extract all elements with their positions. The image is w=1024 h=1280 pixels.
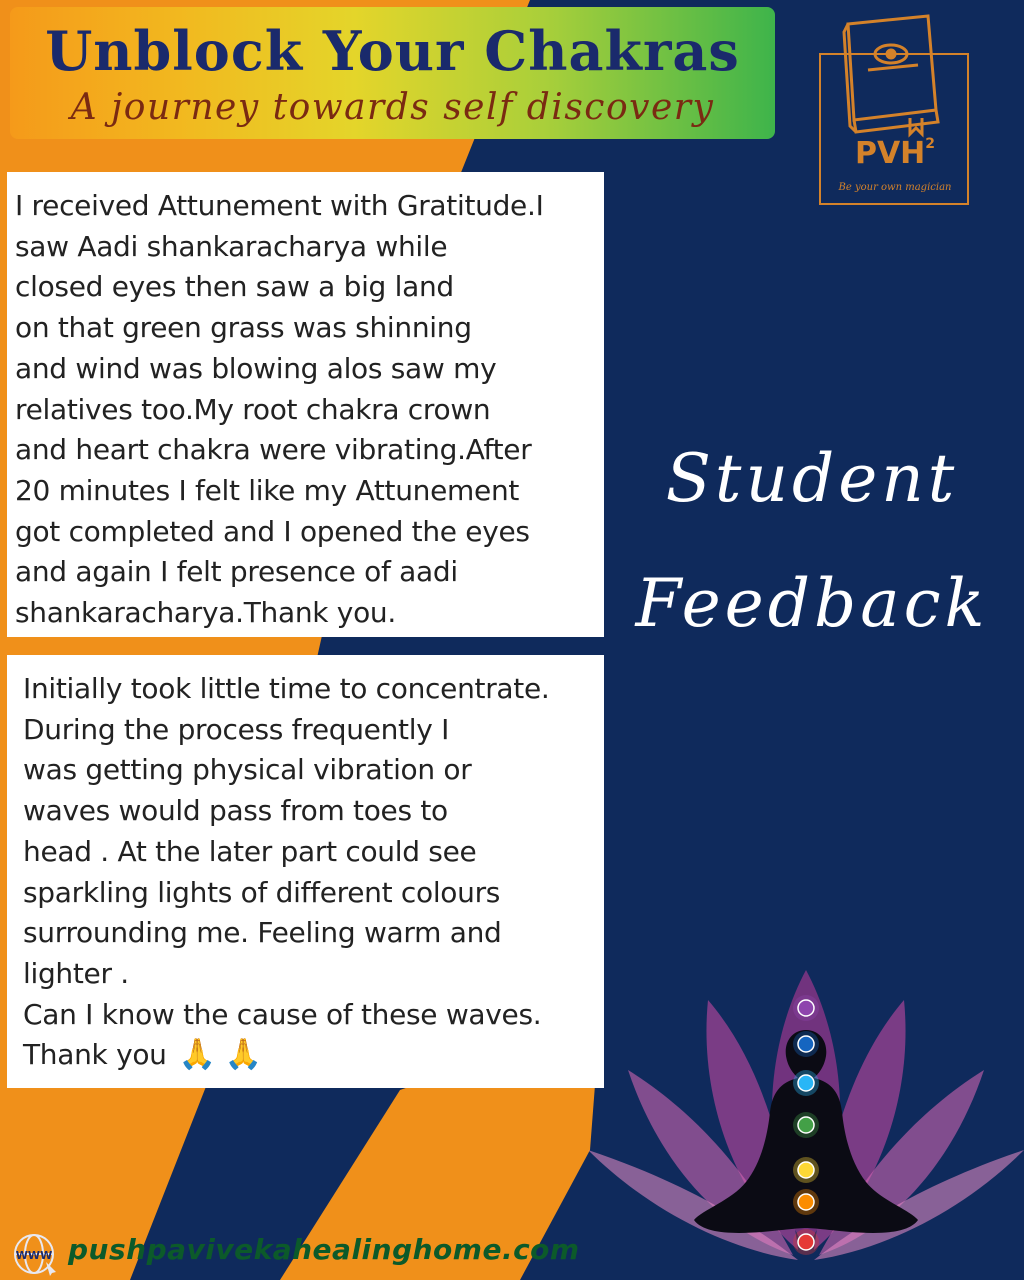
chakra-point (798, 1036, 814, 1052)
website-url[interactable]: pushpavivekahealinghome.com (68, 1233, 580, 1266)
chakra-point (798, 1075, 814, 1091)
banner-title: Unblock Your Chakras (45, 19, 740, 83)
logo-text: PVH$^2$ (854, 136, 936, 171)
logo-tagline: Be your own magician (838, 182, 952, 193)
www-label: WWW (15, 1249, 53, 1262)
chakra-point (798, 1194, 814, 1210)
chakra-point (798, 1117, 814, 1133)
feedback-text-1: I received Attunement with Gratitude.I saw Aadi shankaracharya while closed eyes then saw a big land on that green grass was shinning and wind was blowing alos saw my relatives too.My root chakra crown and heart chakra were vibrating.After 20 minutes I felt like my Attunement got completed and I opened the eyes and again I felt presence of aadi shankaracharya.Thank you. (15, 189, 544, 630)
feedback-text-2: Initially took little time to concentrate. During the process frequently I was getting physical vibration or waves would pass from toes to head . At the later part could see sparkling lights of different colours surrounding me. Feeling warm and lighter . Can I know the cause of these waves. Thank you 🙏 🙏 (7, 655, 604, 1076)
title-banner (10, 7, 775, 139)
heading-student: Student (665, 440, 959, 517)
meditation-lotus-illustration (588, 950, 1024, 1280)
chakra-point (798, 1234, 814, 1250)
chakra-point (798, 1162, 814, 1178)
book-eye-icon (818, 10, 972, 206)
chakra-point (798, 1000, 814, 1016)
pvh-logo (818, 10, 972, 206)
feedback-card-1 (7, 172, 604, 637)
globe-icon (10, 1232, 60, 1276)
banner-subtitle: A journey towards self discovery (70, 87, 715, 128)
heading-feedback: Feedback (635, 565, 989, 642)
feedback-card-2 (7, 655, 604, 1088)
praying-hands-icon: 🙏 🙏 (178, 1037, 262, 1073)
